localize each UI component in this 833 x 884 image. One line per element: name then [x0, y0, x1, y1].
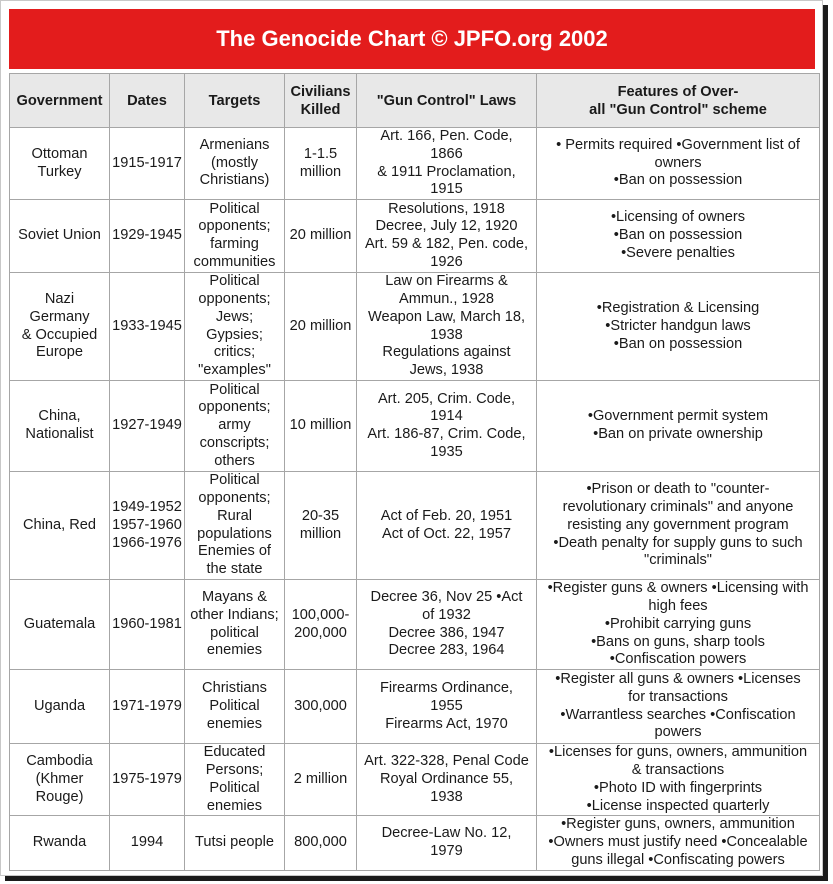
- cell-dates: [110, 580, 185, 670]
- cell-civilians-killed: [285, 670, 357, 744]
- cell-text-line: 1915: [430, 181, 463, 198]
- cell-text-line: 1935: [430, 443, 463, 460]
- cell-text-line: •Licenses for guns, owners, ammunition: [548, 744, 808, 761]
- cell-dates: [110, 744, 185, 816]
- genocide-table: [9, 73, 820, 871]
- cell-text-line: Political: [209, 697, 260, 714]
- cell-civilians-killed: [285, 381, 357, 472]
- cell-text-line: Act of Feb. 20, 1951: [380, 507, 513, 524]
- cell-text-line: Germany: [29, 308, 90, 325]
- cell-text-line: "examples": [198, 362, 271, 379]
- cell-text-line: 1866: [430, 145, 463, 162]
- cell-text-line: revolutionary criminals" and anyone: [562, 498, 794, 515]
- table-row: [10, 744, 820, 816]
- cell-civilians-killed: [285, 472, 357, 580]
- cell-text-line: •Prison or death to "counter-: [586, 481, 770, 498]
- cell-laws: [357, 128, 537, 200]
- cell-text-line: 1955: [430, 697, 463, 714]
- cell-text-line: opponents;: [198, 218, 271, 235]
- cell-dates: [110, 381, 185, 472]
- cell-text-line: Decree-Law No. 12,: [381, 825, 512, 842]
- cell-text-line: Uganda: [33, 697, 86, 714]
- cell-features: [537, 200, 820, 273]
- cell-text-line: Guatemala: [23, 615, 96, 632]
- cell-civilians-killed: [285, 200, 357, 273]
- cell-text-line: China,: [38, 408, 81, 425]
- cell-text-line: 1938: [430, 326, 463, 343]
- table-row: [10, 816, 820, 870]
- table-row: [10, 381, 820, 472]
- table-row: [10, 200, 820, 273]
- cell-laws: [357, 744, 537, 816]
- cell-text-line: 1938: [430, 788, 463, 805]
- cell-text-line: Weapon Law, March 18,: [367, 308, 526, 325]
- cell-targets: [185, 200, 285, 273]
- cell-text-line: Political: [209, 381, 260, 398]
- cell-features: [537, 744, 820, 816]
- cell-text-line: Regulations against: [382, 344, 511, 361]
- cell-laws: [357, 670, 537, 744]
- cell-text-line: 1929-1945: [112, 227, 182, 244]
- cell-dates: [110, 472, 185, 580]
- cell-text-line: 1949-1952: [112, 498, 182, 515]
- header-government: Government: [10, 74, 110, 128]
- cell-text-line: •Government permit system: [587, 408, 769, 425]
- cell-text-line: 20 million: [289, 227, 352, 244]
- cell-text-line: Christians): [199, 172, 270, 189]
- cell-text-line: of 1932: [422, 606, 471, 623]
- cell-text-line: Art. 205, Crim. Code,: [377, 390, 516, 407]
- cell-text-line: opponents;: [198, 399, 271, 416]
- cell-text-line: •Ban on possession: [613, 335, 743, 352]
- cell-laws: [357, 273, 537, 381]
- cell-features: [537, 580, 820, 670]
- cell-features: [537, 816, 820, 870]
- cell-text-line: •Warrantless searches •Confiscation: [560, 706, 796, 723]
- cell-text-line: •Register all guns & owners •Licenses: [555, 671, 801, 688]
- cell-text-line: & 1911 Proclamation,: [377, 163, 516, 180]
- cell-features: [537, 273, 820, 381]
- cell-targets: [185, 381, 285, 472]
- cell-text-line: owners: [654, 154, 702, 171]
- cell-text-line: 1915-1917: [112, 154, 182, 171]
- table-row: [10, 580, 820, 670]
- cell-text-line: 100,000-: [291, 606, 350, 623]
- cell-text-line: •Confiscation powers: [609, 651, 747, 668]
- cell-text-line: political: [210, 624, 259, 641]
- cell-text-line: 1975-1979: [112, 770, 182, 787]
- table-row: [10, 273, 820, 381]
- cell-text-line: Rouge): [35, 788, 84, 805]
- cell-text-line: 800,000: [294, 834, 347, 851]
- cell-text-line: resisting any government program: [567, 516, 789, 533]
- cell-text-line: Art. 186-87, Crim. Code,: [367, 426, 526, 443]
- cell-text-line: •License inspected quarterly: [586, 797, 770, 814]
- cell-text-line: 1927-1949: [112, 417, 182, 434]
- cell-government: [10, 381, 110, 472]
- cell-text-line: •Ban on private ownership: [593, 426, 763, 443]
- cell-text-line: the state: [206, 561, 263, 578]
- header-row: [10, 74, 820, 128]
- cell-text-line: Soviet Union: [18, 227, 101, 244]
- cell-targets: [185, 128, 285, 200]
- chart-title: The Genocide Chart © JPFO.org 2002: [9, 9, 815, 69]
- cell-text-line: enemies: [206, 642, 263, 659]
- cell-text-line: high fees: [648, 597, 708, 614]
- cell-text-line: guns illegal •Confiscating powers: [571, 851, 785, 868]
- cell-text-line: •Severe penalties: [621, 245, 735, 262]
- cell-text-line: 2 million: [293, 770, 348, 787]
- cell-text-line: Political: [209, 472, 260, 489]
- cell-text-line: (mostly: [210, 154, 259, 171]
- cell-dates: [110, 670, 185, 744]
- cell-text-line: 10 million: [289, 417, 352, 434]
- cell-text-line: 1-1.5: [303, 145, 338, 162]
- cell-features: [537, 381, 820, 472]
- cell-government: [10, 670, 110, 744]
- cell-civilians-killed: [285, 816, 357, 870]
- cell-text-line: 1960-1981: [112, 615, 182, 632]
- cell-government: [10, 816, 110, 870]
- cell-text-line: Ottoman: [31, 145, 88, 162]
- cell-text-line: Royal Ordinance 55,: [379, 770, 514, 787]
- cell-laws: [357, 381, 537, 472]
- cell-text-line: •Register guns & owners •Licensing with: [547, 580, 809, 597]
- cell-text-line: •Bans on guns, sharp tools: [591, 633, 765, 650]
- cell-text-line: •Ban on possession: [613, 172, 743, 189]
- cell-text-line: •Ban on possession: [613, 227, 743, 244]
- cell-text-line: Art. 166, Pen. Code,: [380, 128, 513, 144]
- cell-text-line: critics;: [213, 344, 256, 361]
- cell-dates: [110, 273, 185, 381]
- cell-text-line: Rwanda: [32, 834, 87, 851]
- cell-text-line: Act of Oct. 22, 1957: [382, 525, 511, 542]
- cell-text-line: •Licensing of owners: [610, 209, 746, 226]
- cell-text-line: "criminals": [644, 552, 712, 569]
- cell-text-line: 1971-1979: [112, 697, 182, 714]
- cell-text-line: 20-35: [301, 507, 340, 524]
- cell-text-line: Firearms Ordinance,: [379, 679, 513, 696]
- cell-text-line: Rural: [217, 507, 252, 524]
- cell-text-line: Europe: [35, 344, 84, 361]
- cell-text-line: Tutsi people: [195, 834, 274, 851]
- cell-text-line: army: [218, 417, 251, 434]
- cell-text-line: Jews, 1938: [409, 362, 484, 379]
- cell-text-line: 1933-1945: [112, 317, 182, 334]
- cell-text-line: Decree 386, 1947: [388, 624, 505, 641]
- header-features: Features of Over- all "Gun Control" scheme: [537, 74, 820, 128]
- cell-text-line: other Indians;: [190, 606, 279, 623]
- cell-text-line: 1979: [430, 843, 463, 860]
- cell-text-line: Firearms Act, 1970: [385, 715, 508, 732]
- cell-text-line: million: [299, 525, 342, 542]
- cell-targets: [185, 472, 285, 580]
- cell-targets: [185, 816, 285, 870]
- cell-text-line: Art. 322-328, Penal Code: [364, 753, 529, 770]
- cell-features: [537, 128, 820, 200]
- table-row: [10, 128, 820, 200]
- cell-text-line: •Register guns, owners, ammunition: [561, 816, 795, 833]
- cell-text-line: Mayans &: [202, 589, 267, 606]
- cell-text-line: Christians: [202, 679, 267, 696]
- cell-text-line: •Prohibit carrying guns: [604, 615, 752, 632]
- cell-text-line: million: [299, 163, 342, 180]
- cell-text-line: Armenians: [199, 136, 270, 153]
- cell-laws: [357, 816, 537, 870]
- cell-text-line: Political: [209, 273, 260, 290]
- cell-laws: [357, 580, 537, 670]
- cell-government: [10, 128, 110, 200]
- table-body: [10, 128, 820, 871]
- cell-text-line: •Owners must justify need •Concealable: [548, 834, 808, 851]
- cell-text-line: •Stricter handgun laws: [605, 317, 751, 334]
- cell-text-line: (Khmer: [35, 770, 84, 787]
- cell-text-line: Jews;: [215, 308, 254, 325]
- cell-text-line: Decree 36, Nov 25 •Act: [370, 589, 523, 606]
- table-row: [10, 670, 820, 744]
- cell-text-line: 20 million: [289, 317, 352, 334]
- cell-targets: [185, 273, 285, 381]
- cell-text-line: 300,000: [294, 697, 347, 714]
- header-dates: Dates: [110, 74, 185, 128]
- cell-text-line: enemies: [206, 715, 263, 732]
- cell-text-line: Persons;: [205, 761, 264, 778]
- cell-text-line: others: [214, 452, 255, 469]
- cell-text-line: Resolutions, 1918: [388, 200, 505, 217]
- cell-text-line: farming: [210, 236, 259, 253]
- cell-laws: [357, 200, 537, 273]
- cell-text-line: & Occupied: [21, 326, 98, 343]
- cell-government: [10, 744, 110, 816]
- cell-targets: [185, 580, 285, 670]
- cell-government: [10, 472, 110, 580]
- cell-text-line: Enemies of: [197, 543, 271, 560]
- cell-text-line: populations: [197, 525, 272, 542]
- cell-text-line: & transactions: [631, 761, 725, 778]
- cell-civilians-killed: [285, 273, 357, 381]
- cell-text-line: enemies: [206, 797, 263, 814]
- cell-text-line: Decree, July 12, 1920: [375, 218, 518, 235]
- cell-text-line: Political: [209, 779, 260, 796]
- cell-text-line: Turkey: [37, 163, 82, 180]
- cell-government: [10, 200, 110, 273]
- cell-features: [537, 670, 820, 744]
- cell-text-line: Art. 59 & 182, Pen. code,: [364, 236, 529, 253]
- cell-text-line: 200,000: [294, 624, 347, 641]
- cell-civilians-killed: [285, 128, 357, 200]
- cell-text-line: communities: [193, 253, 276, 270]
- cell-text-line: 1914: [430, 408, 463, 425]
- cell-targets: [185, 744, 285, 816]
- cell-text-line: opponents;: [198, 490, 271, 507]
- cell-text-line: • Permits required •Government list of: [556, 136, 800, 153]
- cell-government: [10, 273, 110, 381]
- header-civilians-killed: Civilians Killed: [285, 74, 357, 128]
- cell-text-line: Educated: [203, 744, 266, 761]
- header-laws: "Gun Control" Laws: [357, 74, 537, 128]
- cell-dates: [110, 816, 185, 870]
- cell-text-line: opponents;: [198, 291, 271, 308]
- cell-text-line: Ammun., 1928: [399, 291, 494, 308]
- cell-text-line: Gypsies;: [206, 326, 263, 343]
- cell-text-line: •Registration & Licensing: [596, 299, 760, 316]
- cell-government: [10, 580, 110, 670]
- cell-text-line: powers: [654, 724, 702, 741]
- cell-text-line: Cambodia: [26, 753, 93, 770]
- cell-text-line: for transactions: [628, 688, 728, 705]
- cell-text-line: 1926: [430, 253, 463, 270]
- cell-text-line: Decree 283, 1964: [388, 642, 505, 659]
- cell-text-line: Political: [209, 200, 260, 217]
- cell-dates: [110, 200, 185, 273]
- cell-text-line: 1994: [130, 834, 164, 851]
- cell-text-line: conscripts;: [199, 435, 270, 452]
- cell-civilians-killed: [285, 744, 357, 816]
- cell-civilians-killed: [285, 580, 357, 670]
- table-row: [10, 472, 820, 580]
- cell-text-line: 1966-1976: [112, 534, 182, 551]
- cell-dates: [110, 128, 185, 200]
- cell-laws: [357, 472, 537, 580]
- cell-text-line: •Photo ID with fingerprints: [593, 779, 763, 796]
- cell-text-line: Law on Firearms &: [385, 273, 508, 290]
- cell-text-line: Nazi: [44, 291, 75, 308]
- cell-text-line: Nationalist: [25, 426, 94, 443]
- header-targets: Targets: [185, 74, 285, 128]
- cell-text-line: 1957-1960: [112, 516, 182, 533]
- cell-targets: [185, 670, 285, 744]
- cell-text-line: •Death penalty for supply guns to such: [553, 534, 803, 551]
- cell-text-line: China, Red: [22, 516, 96, 533]
- cell-features: [537, 472, 820, 580]
